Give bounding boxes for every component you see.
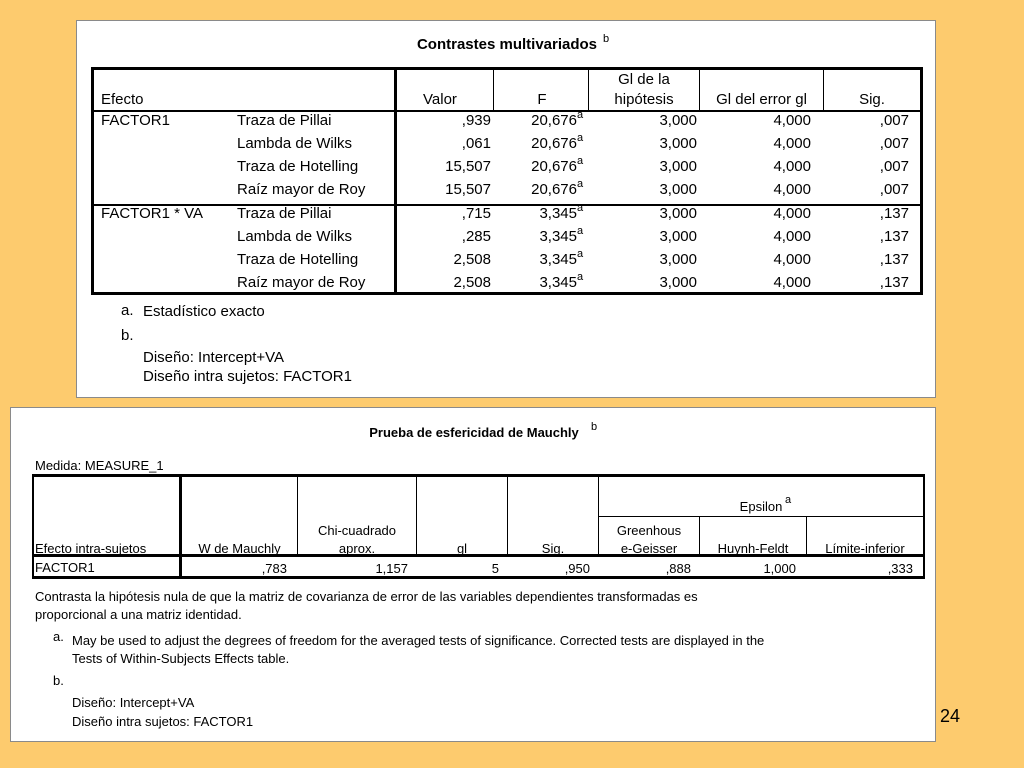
header-epsilon-sup: a (785, 494, 792, 506)
sig-cell: ,007 (879, 181, 909, 198)
header-valor: Valor (423, 91, 457, 108)
valor-cell: ,061 (461, 135, 491, 152)
w-cell: ,783 (261, 561, 287, 576)
header-li: Límite-inferior (825, 541, 905, 556)
f-sup: a (577, 178, 584, 190)
gl-hip-cell: 3,000 (659, 181, 697, 198)
f-cell: 3,345 (539, 228, 577, 245)
f-sup: a (577, 109, 584, 121)
header-chi-2: aprox. (338, 541, 376, 556)
test-name: Raíz mayor de Roy (237, 274, 366, 291)
mauchly-title-sup: b (591, 421, 598, 433)
sig-cell: ,007 (879, 158, 909, 175)
group-factor1: FACTOR1 (101, 112, 170, 129)
header-gl-error: Gl del error gl (716, 91, 807, 108)
f-cell: 3,345 (539, 251, 577, 268)
footnote-b-line1: Diseño: Intercept+VA (143, 349, 285, 366)
sig-cell: ,007 (879, 135, 909, 152)
footnote-b-label: b. (53, 673, 64, 688)
f-cell: 20,676 (531, 112, 577, 129)
table-right-border (920, 67, 923, 295)
footnote-b-line2: Diseño intra sujetos: FACTOR1 (72, 714, 254, 729)
sig-cell: ,950 (564, 561, 590, 576)
measure-label: Medida: MEASURE_1 (35, 458, 164, 473)
test-name: Traza de Pillai (237, 112, 332, 129)
test-name: Traza de Hotelling (237, 251, 359, 268)
test-name: Lambda de Wilks (237, 135, 353, 152)
test-name: Raíz mayor de Roy (237, 181, 366, 198)
gl-error-cell: 4,000 (773, 228, 811, 245)
f-sup: a (577, 202, 584, 214)
epsilon-rule (598, 516, 923, 517)
table-right-border (923, 474, 925, 579)
gl-error-cell: 4,000 (773, 158, 811, 175)
header-gl: gl (456, 541, 468, 556)
test-name: Traza de Pillai (237, 205, 332, 222)
gl-hip-cell: 3,000 (659, 112, 697, 129)
gl-error-cell: 4,000 (773, 205, 811, 222)
gl-hip-cell: 3,000 (659, 251, 697, 268)
f-cell: 20,676 (531, 181, 577, 198)
footnote-b-line1: Diseño: Intercept+VA (72, 695, 195, 710)
table-left-border (32, 474, 34, 579)
col-divider (493, 67, 494, 111)
gl-error-cell: 4,000 (773, 112, 811, 129)
page-number: 24 (940, 706, 961, 726)
header-gl-hipotesis-1: Gl de la (618, 71, 670, 88)
gl-error-cell: 4,000 (773, 274, 811, 291)
f-sup: a (577, 248, 584, 260)
hypothesis-note-line1: Contrasta la hipótesis nula de que la matriz de covarianza de error de las variables dependientes transformadas es (35, 589, 698, 604)
f-cell: 20,676 (531, 158, 577, 175)
group-factor1-va: FACTOR1 * VA (101, 205, 203, 222)
footnote-b-label: b. (121, 327, 134, 344)
f-sup: a (577, 132, 584, 144)
f-cell: 20,676 (531, 135, 577, 152)
header-epsilon: Epsilon (739, 499, 783, 514)
table-top-rule (32, 474, 925, 477)
f-sup: a (577, 225, 584, 237)
efecto-cell: FACTOR1 (35, 560, 95, 575)
header-f: F (537, 91, 547, 108)
mauchly-test-panel (10, 407, 936, 742)
sig-cell: ,137 (879, 251, 909, 268)
hf-cell: 1,000 (763, 561, 796, 576)
header-hf: Huynh-Feldt (717, 541, 789, 556)
gl-hip-cell: 3,000 (659, 228, 697, 245)
multivariate-tests-panel (76, 20, 936, 398)
valor-cell: ,285 (461, 228, 491, 245)
sig-cell: ,007 (879, 112, 909, 129)
test-name: Lambda de Wilks (237, 228, 353, 245)
header-sig: Sig. (541, 541, 565, 556)
footnote-b-line2: Diseño intra sujetos: FACTOR1 (143, 368, 352, 385)
gl-hip-cell: 3,000 (659, 274, 697, 291)
gl-cell: 5 (491, 561, 499, 576)
valor-cell: ,939 (461, 112, 491, 129)
f-sup: a (577, 271, 584, 283)
gl-hip-cell: 3,000 (659, 205, 697, 222)
header-gg-2: e-Geisser (620, 541, 678, 556)
mauchly-title: Prueba de esfericidad de Mauchly (369, 425, 579, 440)
f-sup: a (577, 155, 584, 167)
gg-cell: ,888 (665, 561, 691, 576)
gl-error-cell: 4,000 (773, 135, 811, 152)
sig-cell: ,137 (879, 205, 909, 222)
f-cell: 3,345 (539, 205, 577, 222)
gl-error-cell: 4,000 (773, 181, 811, 198)
footnote-a-line2: Tests of Within-Subjects Effects table. (72, 651, 290, 666)
multivariate-title: Contrastes multivariados (416, 36, 598, 53)
header-sig: Sig. (859, 91, 885, 108)
header-gl-hipotesis-2: hipótesis (614, 91, 674, 108)
test-name: Traza de Hotelling (237, 158, 359, 175)
valor-cell: 15,507 (445, 158, 491, 175)
header-w: W de Mauchly (198, 541, 281, 556)
chi-cell: 1,157 (375, 561, 408, 576)
header-chi-1: Chi-cuadrado (317, 523, 397, 538)
header-efecto: Efecto (101, 91, 144, 108)
sig-cell: ,137 (879, 274, 909, 291)
gl-hip-cell: 3,000 (659, 135, 697, 152)
table-left-border (91, 67, 94, 295)
sig-cell: ,137 (879, 228, 909, 245)
gl-hip-cell: 3,000 (659, 158, 697, 175)
hypothesis-note-line2: proporcional a una matriz identidad. (35, 607, 242, 622)
valor-cell: 15,507 (445, 181, 491, 198)
header-gg-1: Greenhous (616, 523, 682, 538)
footnote-a-line1: May be used to adjust the degrees of freedom for the averaged tests of significance. Corrected tests are displayed in the (72, 633, 765, 648)
header-efecto: Efecto intra-sujetos (35, 541, 147, 556)
valor-cell: 2,508 (453, 251, 491, 268)
valor-cell: ,715 (461, 205, 491, 222)
li-cell: ,333 (887, 561, 913, 576)
footnote-a-text: Estadístico exacto (143, 303, 265, 320)
f-cell: 3,345 (539, 274, 577, 291)
gl-error-cell: 4,000 (773, 251, 811, 268)
footnote-a-label: a. (121, 302, 134, 319)
footnote-a-label: a. (53, 629, 64, 644)
table-top-rule (91, 67, 923, 70)
valor-cell: 2,508 (453, 274, 491, 291)
table-bottom-rule (91, 292, 923, 295)
multivariate-title-sup: b (603, 33, 610, 45)
